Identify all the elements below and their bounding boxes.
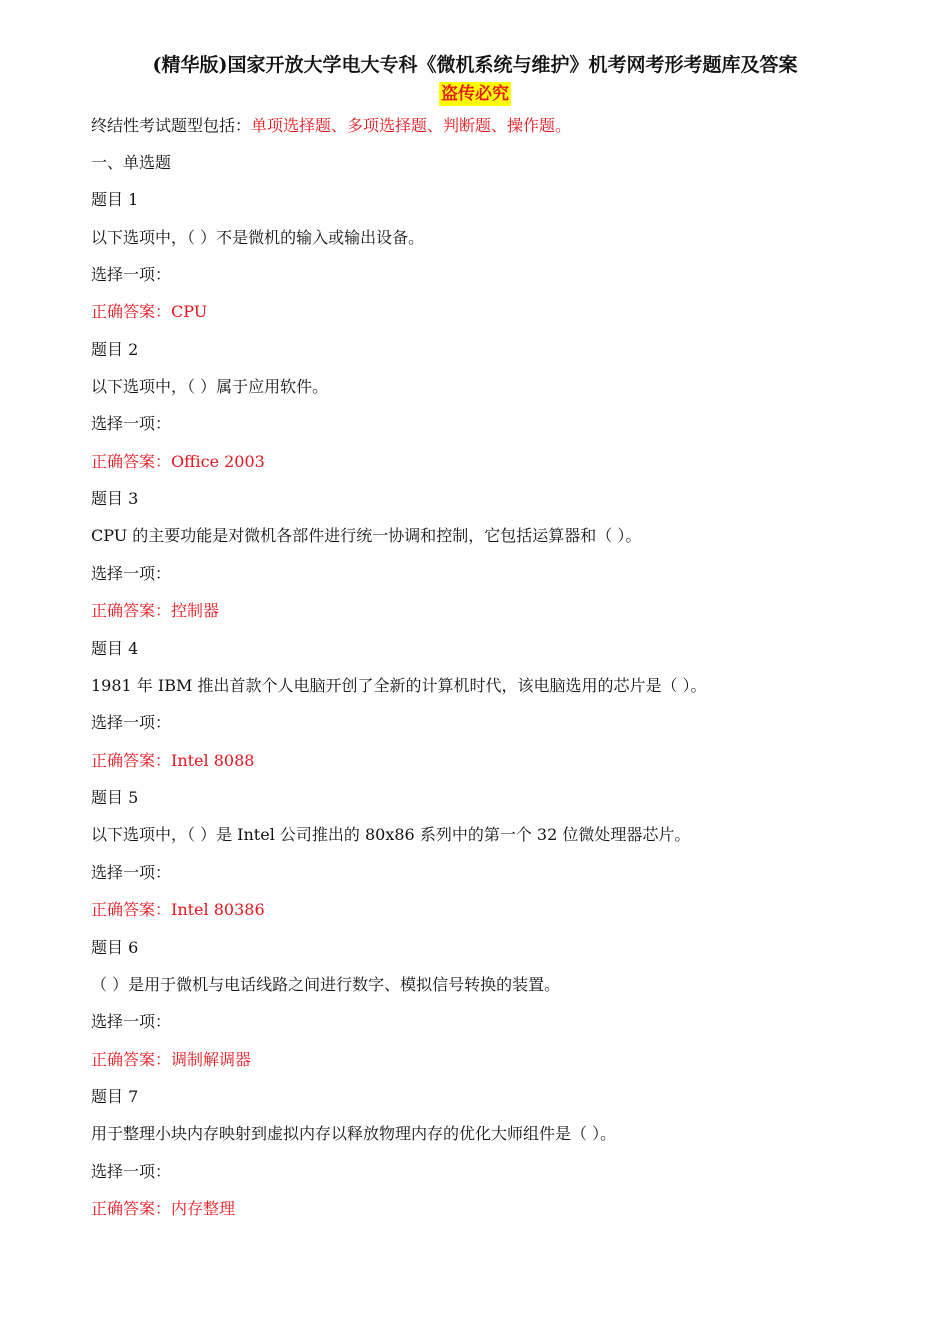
choose-one-label: 选择一项： xyxy=(91,414,172,433)
question-text: 以下选项中，（ ）属于应用软件。 xyxy=(91,377,329,396)
correct-answer: 正确答案：调制解调器 xyxy=(91,1050,252,1069)
question-number: 题目 7 xyxy=(91,1087,139,1106)
correct-answer: 正确答案：Intel 8088 xyxy=(91,751,255,770)
choose-one-label: 选择一项： xyxy=(91,863,172,882)
question-number: 题目 5 xyxy=(91,788,139,807)
question-text: （ ）是用于微机与电话线路之间进行数字、模拟信号转换的装置。 xyxy=(91,975,561,994)
correct-answer: 正确答案：控制器 xyxy=(91,601,220,620)
question-text: 1981 年 IBM 推出首款个人电脑开创了全新的计算机时代，该电脑选用的芯片是（ ）。 xyxy=(91,676,707,695)
choose-one-label: 选择一项： xyxy=(91,713,172,732)
question-number: 题目 1 xyxy=(91,190,139,209)
correct-answer: 正确答案：Intel 80386 xyxy=(91,900,265,919)
document-title: (精华版)国家开放大学电大专科《微机系统与维护》机考网考形考题库及答案 xyxy=(152,54,798,76)
section-heading: 一、单选题 xyxy=(91,153,172,172)
correct-answer: 正确答案：CPU xyxy=(91,302,208,321)
question-number: 题目 2 xyxy=(91,340,139,359)
subtitle-wrap xyxy=(0,82,950,106)
correct-answer: 正确答案：内存整理 xyxy=(91,1199,236,1218)
choose-one-label: 选择一项： xyxy=(91,265,172,284)
question-number: 题目 6 xyxy=(91,938,139,957)
exam-types-list: 单项选择题、多项选择题、判断题、操作题。 xyxy=(251,116,572,135)
piracy-warning: 盗传必究 xyxy=(441,84,509,104)
correct-answer: 正确答案：Office 2003 xyxy=(91,452,265,471)
choose-one-label: 选择一项： xyxy=(91,564,172,583)
choose-one-label: 选择一项： xyxy=(91,1012,172,1031)
question-text: 以下选项中，（ ）不是微机的输入或输出设备。 xyxy=(91,228,425,247)
question-text: CPU 的主要功能是对微机各部件进行统一协调和控制，它包括运算器和（ ）。 xyxy=(91,526,642,545)
question-text: 以下选项中，（ ）是 Intel 公司推出的 80x86 系列中的第一个 32 位微处理器芯片。 xyxy=(91,825,691,844)
question-number: 题目 3 xyxy=(91,489,139,508)
exam-types-line xyxy=(91,115,571,137)
question-number: 题目 4 xyxy=(91,639,139,658)
question-text: 用于整理小块内存映射到虚拟内存以释放物理内存的优化大师组件是（ ）。 xyxy=(91,1124,617,1143)
exam-types-label: 终结性考试题型包括： xyxy=(91,116,252,135)
choose-one-label: 选择一项： xyxy=(91,1162,172,1181)
